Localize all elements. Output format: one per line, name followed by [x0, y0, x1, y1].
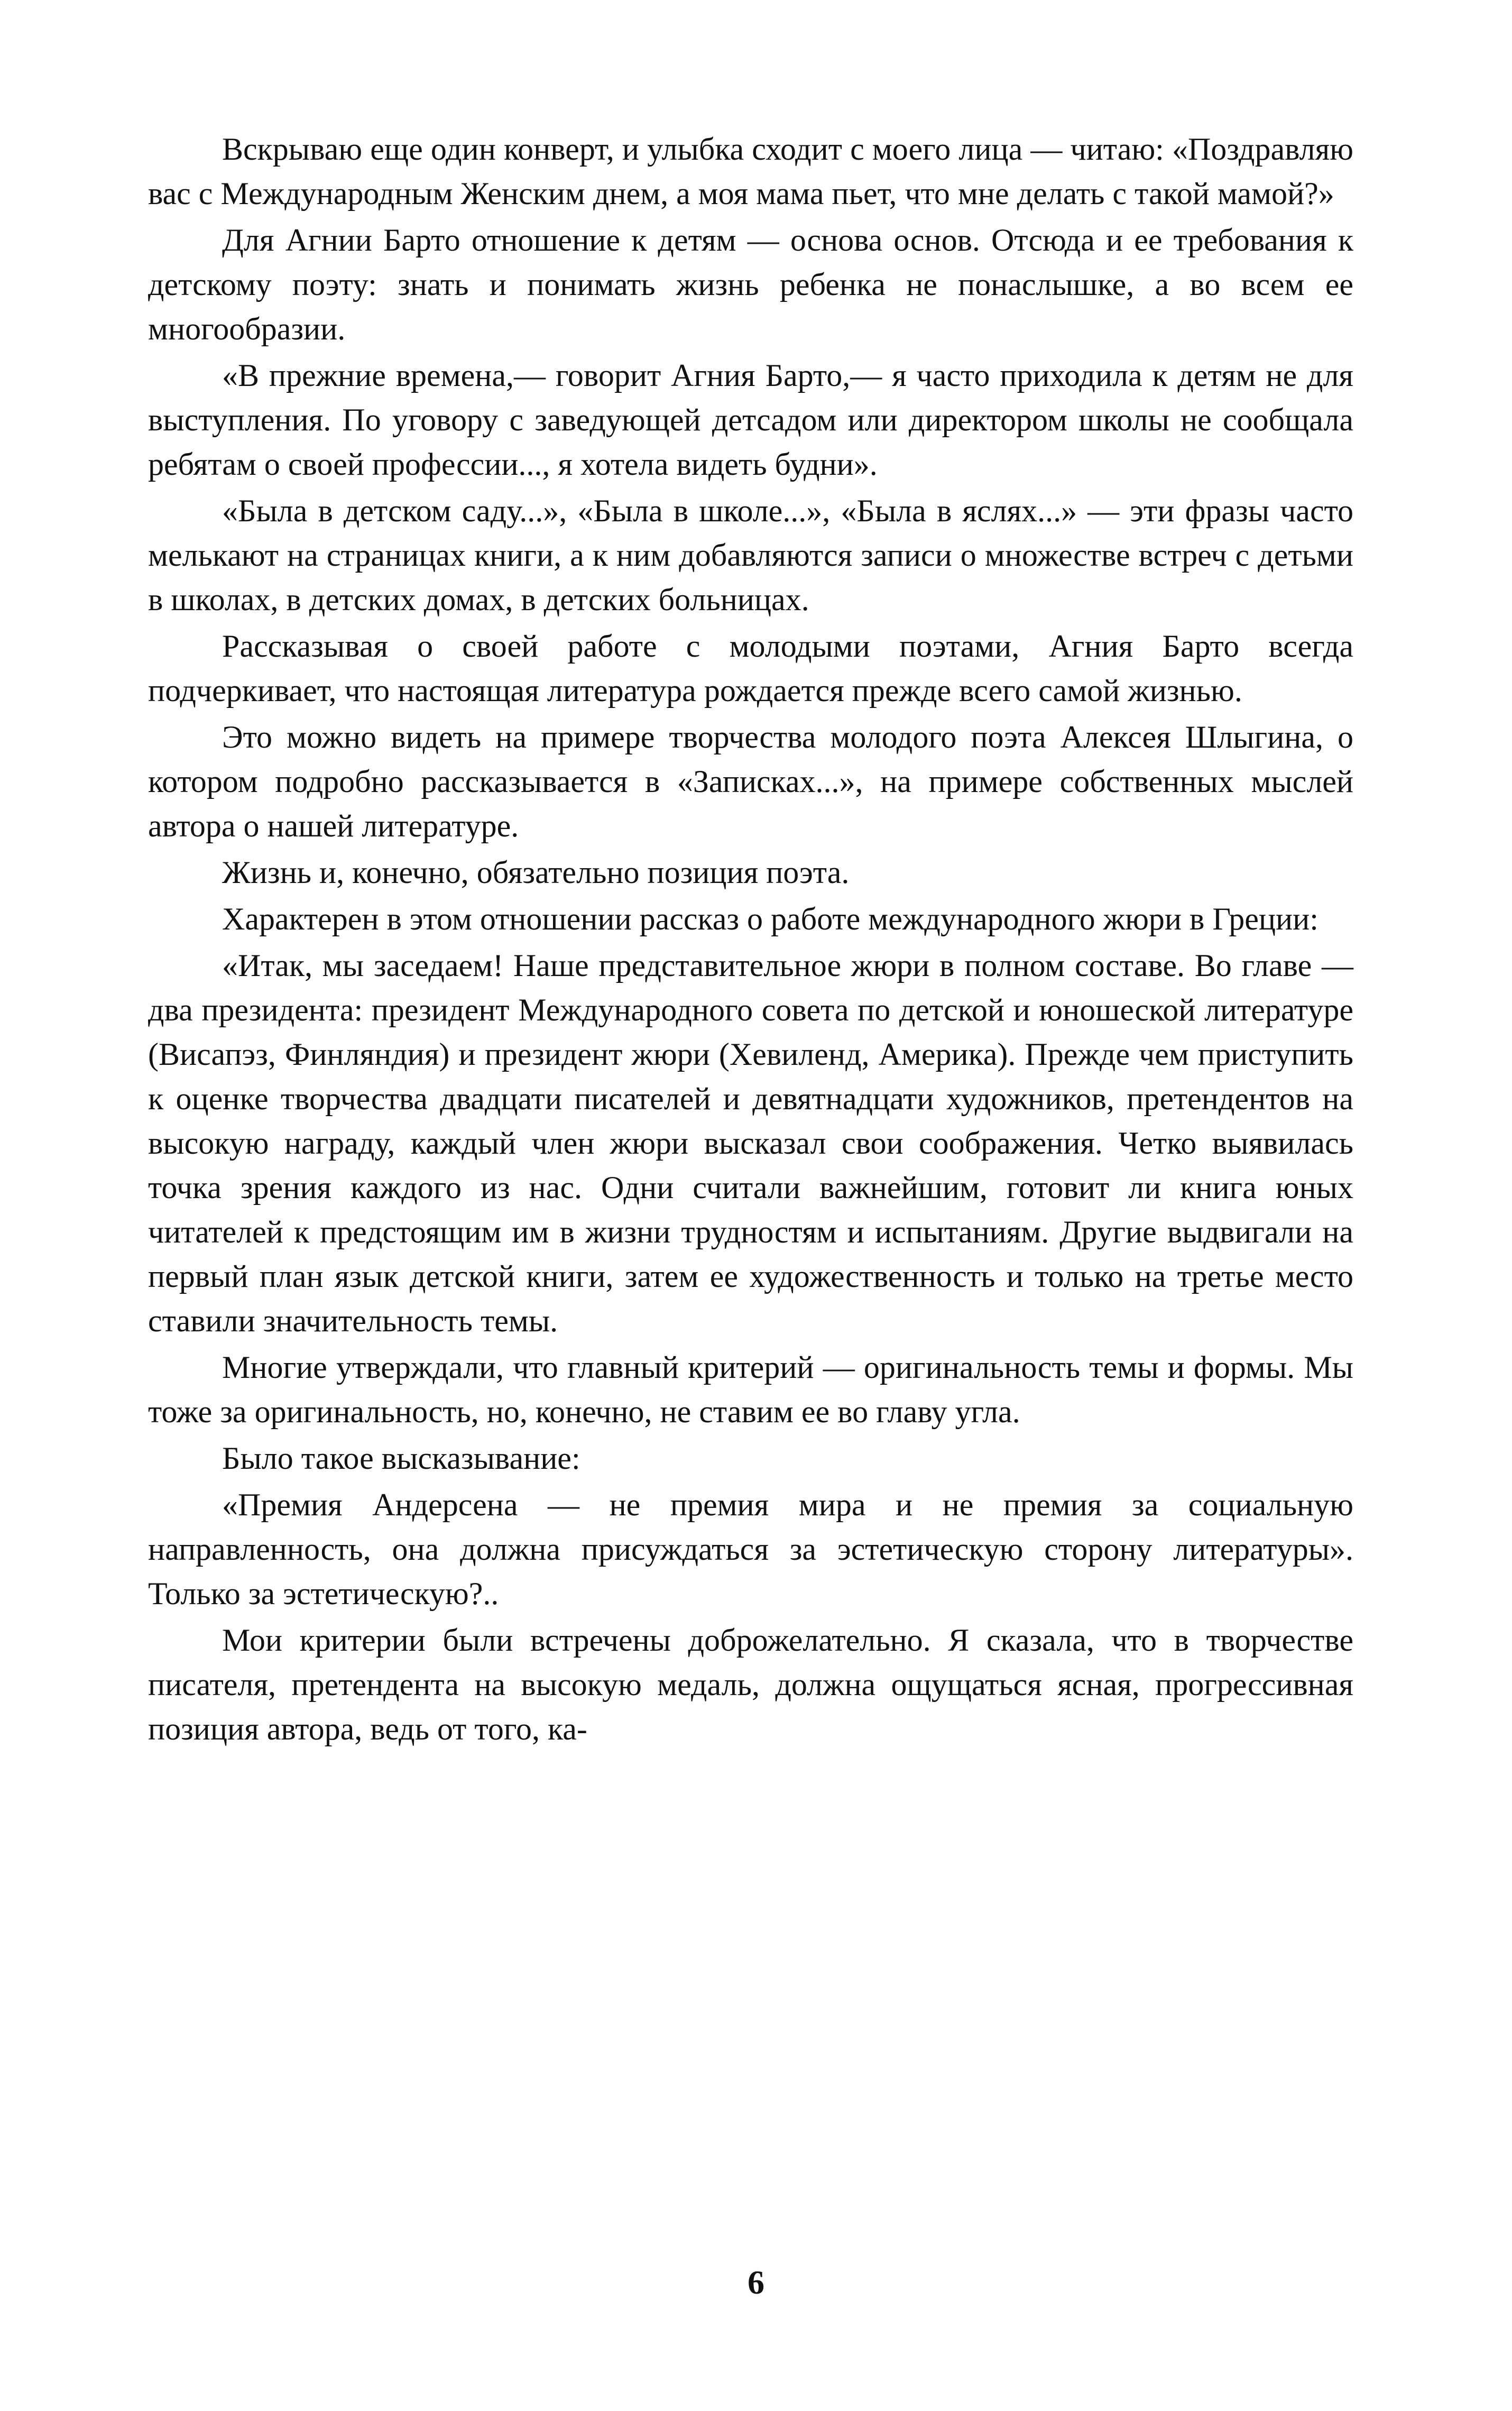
paragraph: «Премия Андерсена — не премия мира и не премия за социальную направленность, она должна присуждаться за эстетическую сторону литературы». Только за эстетическую?.. [148, 1487, 1353, 1611]
paragraph: Мои критерии были встречены доброжелательно. Я сказала, что в творчестве писателя, претендента на высокую медаль, должна ощущаться ясная, прогрессивная позиция автора, ведь от того, ка- [148, 1623, 1353, 1746]
paragraph: Жизнь и, конечно, обязательно позиция поэта. [222, 855, 850, 890]
paragraph: Это можно видеть на примере творчества молодого поэта Алексея Шлыгина, о котором подробно рассказывается в «Записках...», на примере собственных мыслей автора о нашей литературе. [148, 720, 1353, 843]
paragraph: Рассказывая о своей работе с молодыми поэтами, Агния Барто всегда подчеркивает, что настоящая литература рождается прежде всего самой жизнью. [148, 629, 1353, 708]
paragraph: Многие утверждали, что главный критерий — оригинальность темы и формы. Мы тоже за оригинальность, но, конечно, не ставим ее во главу угла. [148, 1350, 1353, 1429]
paragraph: Для Агнии Барто отношение к детям — основа основ. Отсюда и ее требования к детскому поэту: знать и понимать жизнь ребенка не понаслышке, а во всем ее многообразии. [148, 223, 1353, 346]
page-number: 6 [748, 2263, 764, 2301]
paragraph: Вскрываю еще один конверт, и улыбка сходит с моего лица — читаю: «Поздравляю вас с Международным Женским днем, а моя мама пьет, что мне делать с такой мамой?» [148, 132, 1353, 211]
paragraph: Характерен в этом отношении рассказ о работе международного жюри в Греции: [222, 901, 1319, 936]
paragraph: «В прежние времена,— говорит Агния Барто,— я часто приходила к детям не для выступления. По уговору с заведующей детсадом или директором школы не сообщала ребятам о своей профессии..., я хотела видеть будни». [148, 358, 1353, 482]
body-text [148, 127, 1353, 1753]
paragraph: «Была в детском саду...», «Была в школе...», «Была в яслях...» — эти фразы часто мелькают на страницах книги, а к ним добавляются записи о множестве встреч с детьми в школах, в детских домах, в детских больницах. [148, 493, 1353, 617]
paragraph: Было такое высказывание: [222, 1441, 580, 1476]
paragraph: «Итак, мы заседаем! Наше представительное жюри в полном составе. Во главе — два президента: президент Международного совета по детской и юношеской литературе (Висапэз, Финляндия) и президент жюри (Хевиленд, Америка). Прежде чем приступить к оценке творчества двадцати писателей и девятнадцати художников, претендентов на высокую награду, каждый член жюри высказал свои соображения. Четко выявилась точка зрения каждого из нас. Одни считали важнейшим, готовит ли книга юных читателей к предстоящим им в жизни трудностям и испытаниям. Другие выдвигали на первый план язык детской книги, затем ее художественность и только на третье место ставили значительность темы. [148, 948, 1353, 1338]
